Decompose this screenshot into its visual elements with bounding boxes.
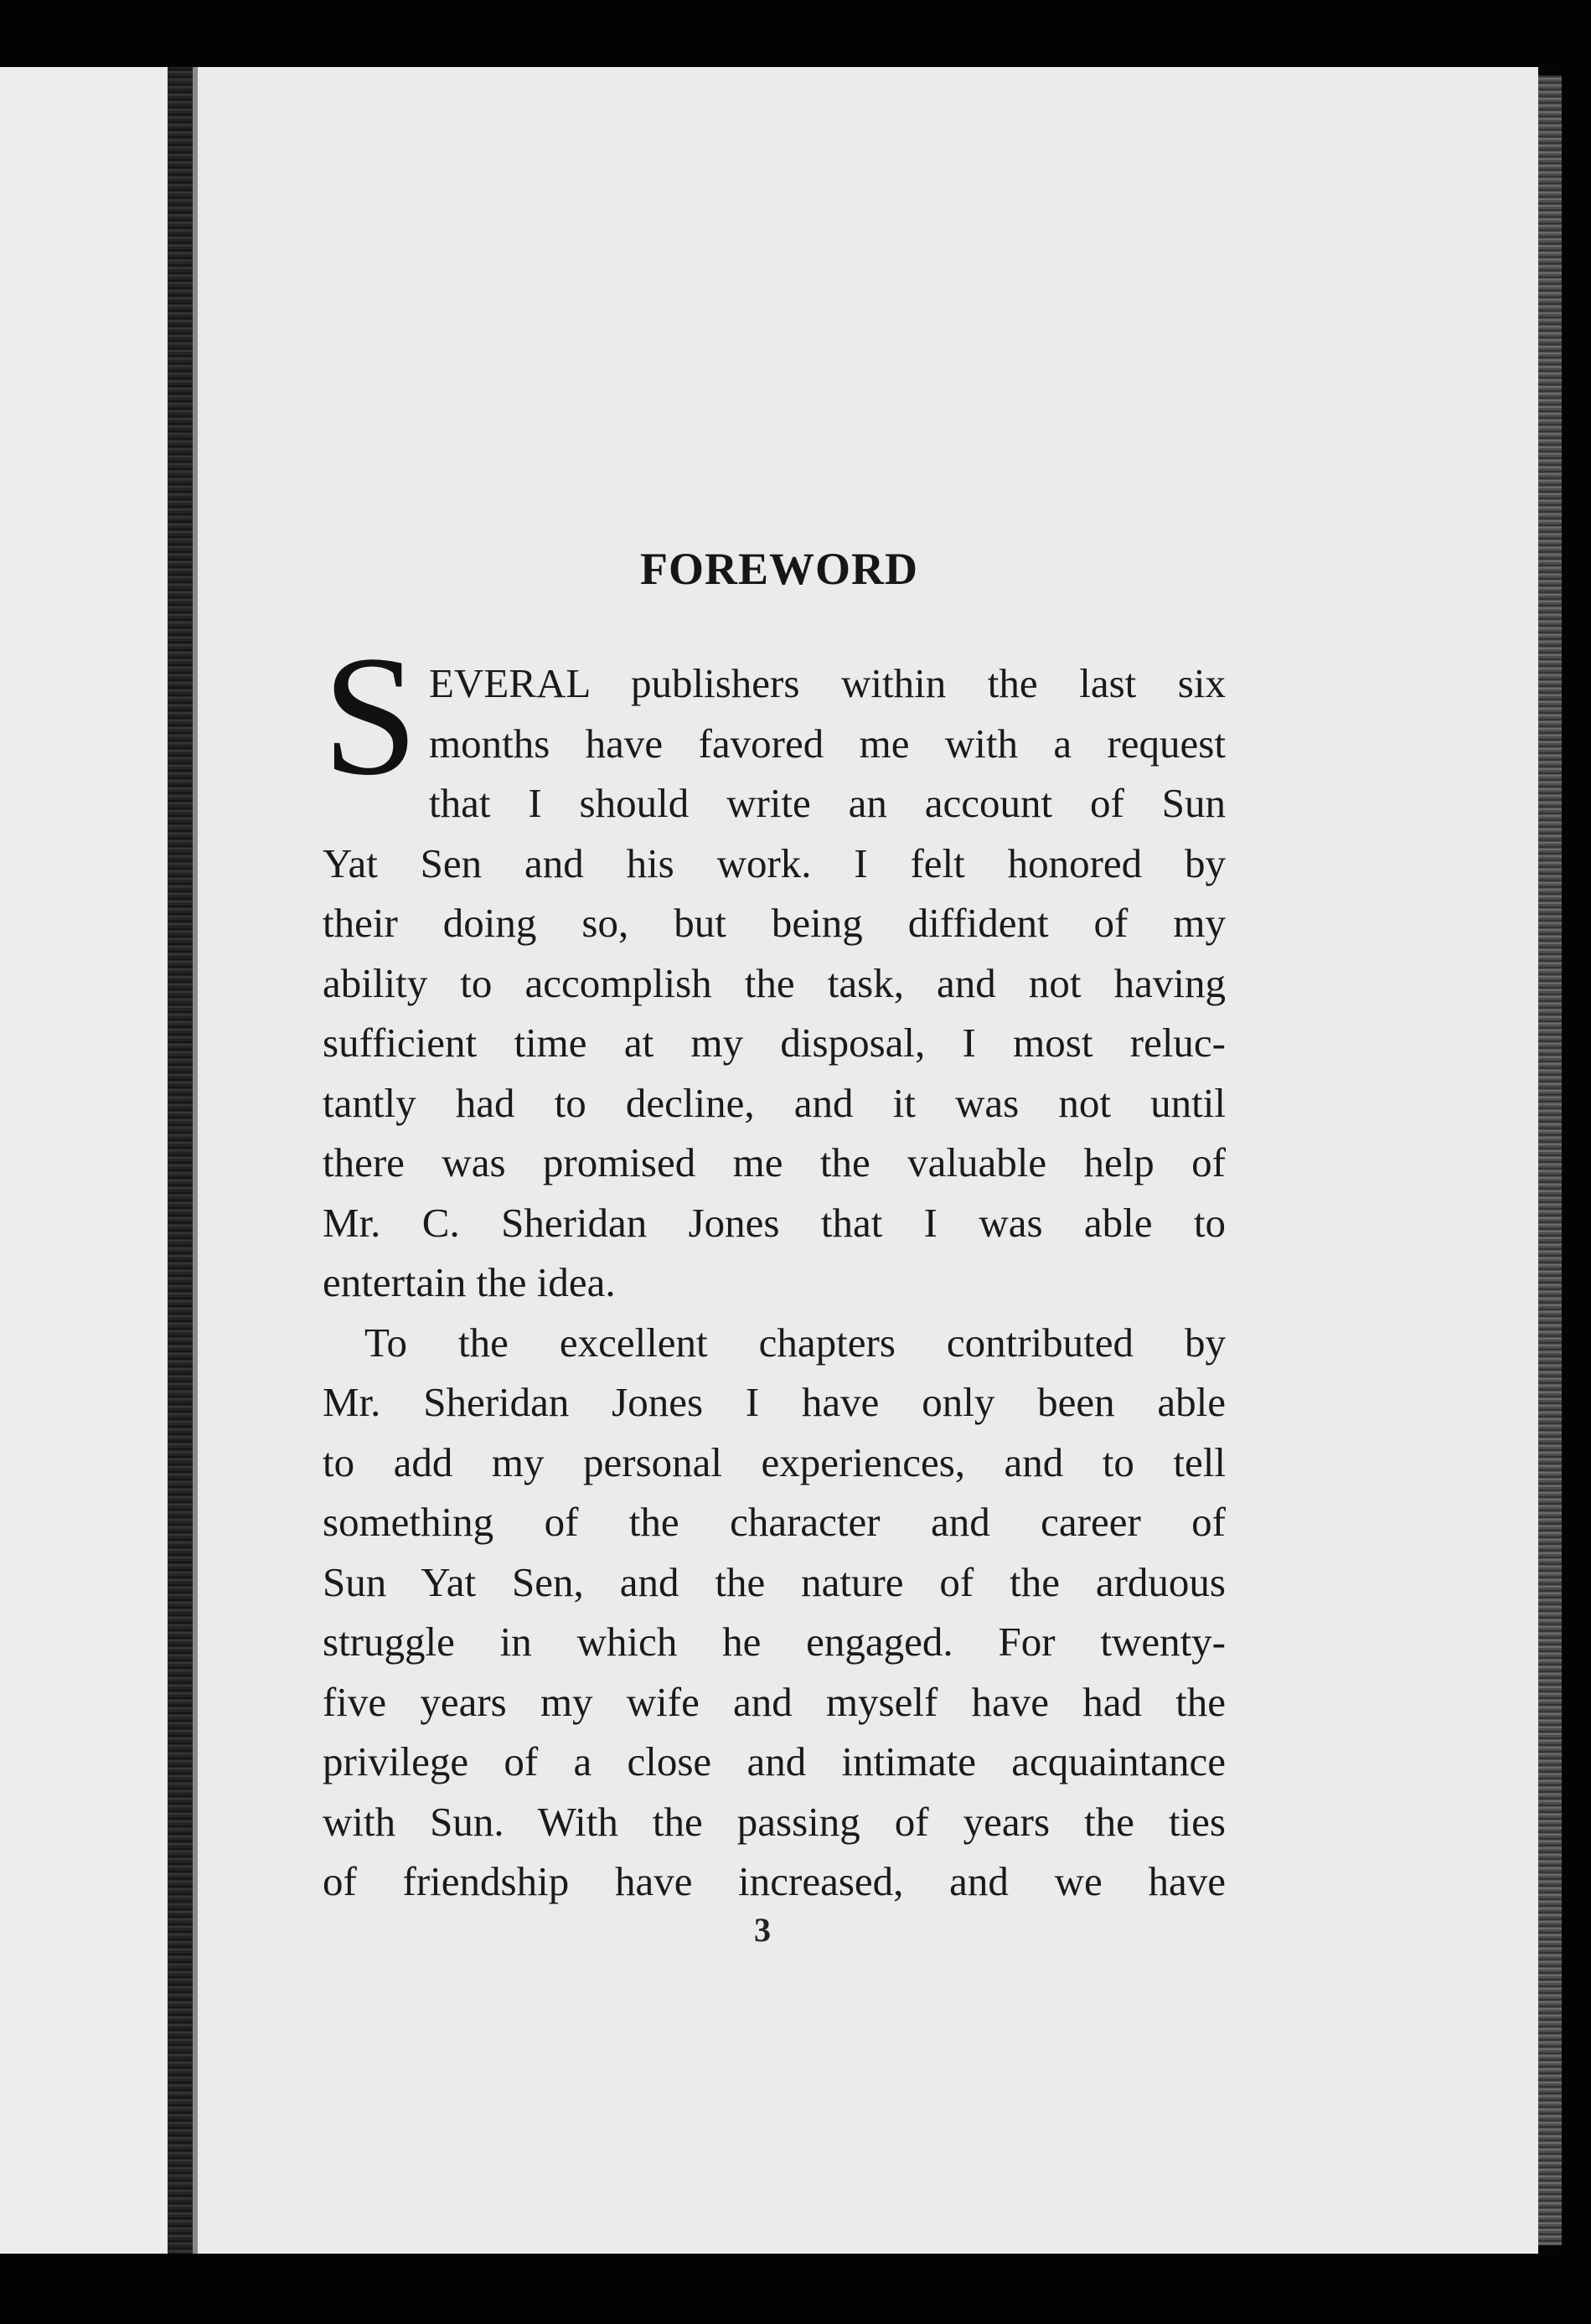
text-line: with Sun. With the passing of years the ties xyxy=(323,1798,1226,1845)
text-line: tantly had to decline, and it was not until xyxy=(323,1079,1226,1126)
text-line: sufficient time at my disposal, I most reluc- xyxy=(323,1020,1226,1066)
text-line: Sun Yat Sen, and the nature of the arduous xyxy=(323,1558,1226,1605)
scan-border-bottom xyxy=(0,2254,1591,2324)
text-line: Mr. C. Sheridan Jones that I was able to xyxy=(323,1199,1226,1246)
text-line: their doing so, but being diffident of my xyxy=(323,900,1226,946)
text-line: there was promised me the valuable help of xyxy=(323,1139,1226,1185)
text-line: struggle in which he engaged. For twenty- xyxy=(323,1619,1226,1665)
text-line: ability to accomplish the task, and not having xyxy=(323,959,1226,1006)
drop-cap: S xyxy=(323,621,419,811)
scan-border-right xyxy=(1562,0,1591,2324)
text-line: of friendship have increased, and we have xyxy=(323,1858,1226,1904)
text-line: To the excellent chapters contributed by xyxy=(364,1319,1226,1366)
book-spine xyxy=(168,67,193,2254)
text-line: five years my wife and myself have had the xyxy=(323,1678,1226,1725)
page-edge-right xyxy=(1538,75,1562,2245)
foreword-text xyxy=(323,621,1226,1912)
text-line: something of the character and career of xyxy=(323,1499,1226,1545)
text-line: entertain the idea. xyxy=(323,1259,616,1305)
text-line: privilege of a close and intimate acquaintance xyxy=(323,1738,1226,1784)
scan-border-top xyxy=(0,0,1591,67)
facing-page-edge xyxy=(0,67,168,2254)
text-line: months have favored me with a request xyxy=(429,720,1226,767)
text-line: EVERAL publishers within the last six xyxy=(429,660,1226,706)
text-line: to add my personal experiences, and to tell xyxy=(323,1438,1226,1485)
text-line: that I should write an account of Sun xyxy=(429,780,1226,826)
page-title: FOREWORD xyxy=(640,544,918,594)
text-line: Yat Sen and his work. I felt honored by xyxy=(323,839,1226,886)
text-line: Mr. Sheridan Jones I have only been able xyxy=(323,1379,1226,1425)
page-number: 3 xyxy=(754,1911,771,1949)
